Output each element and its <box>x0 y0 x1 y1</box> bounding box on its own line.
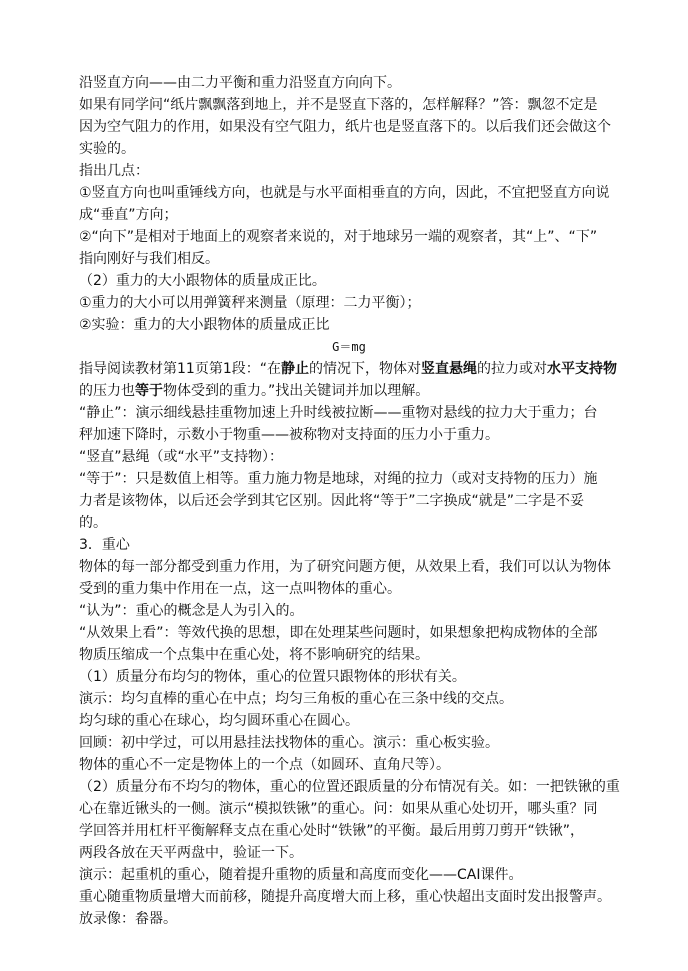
text-line: 物体的每一部分都受到重力作用，为了研究问题方便，从效果上看，我们可以认为物体 <box>79 559 611 575</box>
text-line: 受到的重力集中作用在一点，这一点叫物体的重心。 <box>79 581 401 597</box>
text-line: 学回答并用杠杆平衡解释支点在重心处时“铁锹”的平衡。最后用剪刀剪开“铁锹”， <box>79 823 585 839</box>
document-body <box>79 72 619 930</box>
guide-line <box>79 358 619 380</box>
text-line: “等于”：只是数值上相等。重力施力物是地球，对绳的拉力（或对支持物的压力）施 <box>79 471 598 487</box>
text-line: 放录像：畚器。 <box>79 911 177 927</box>
text-line: 实验的。 <box>79 141 135 157</box>
guide-text: 的拉力或对 <box>476 361 547 377</box>
section-heading: 3．重心 <box>79 537 130 553</box>
guide-text: 的压力也 <box>79 383 135 399</box>
text-line: 指向刚好与我们相反。 <box>79 251 219 267</box>
text-line: 如果有同学问“纸片飘飘落到地上，并不是竖直下落的，怎样解释？”答：飘忽不定是 <box>79 97 598 113</box>
text-line: ②实验：重力的大小跟物体的质量成正比 <box>79 317 330 333</box>
text-line: “从效果上看”：等效代换的思想，即在处理某些问题时，如果想象把构成物体的全部 <box>79 625 598 641</box>
keyword-horizontal-support: 水平支持物 <box>546 361 617 377</box>
guide-text: 指导阅读教材第11页第1段：“在 <box>79 361 281 377</box>
text-line: 演示：起重机的重心，随着提升重物的质量和高度而变化——CAI课件。 <box>79 867 523 883</box>
text-line: 指出几点： <box>79 163 149 179</box>
keyword-equal: 等于 <box>135 383 163 399</box>
text-line: 物质压缩成一个点集中在重心处，将不影响研究的结果。 <box>79 647 429 663</box>
text-line: ②“向下”是相对于地面上的观察者来说的，对于地球另一端的观察者，其“上”、“下” <box>79 229 598 245</box>
text-line: （2）重力的大小跟物体的质量成正比。 <box>79 273 326 289</box>
text-line: 成“垂直”方向； <box>79 207 178 223</box>
text-line: 物体的重心不一定是物体上的一个点（如圆环、直角尺等）。 <box>79 757 450 773</box>
text-line: （1）质量分布均匀的物体，重心的位置只跟物体的形状有关。 <box>79 669 466 685</box>
text-line: 沿竖直方向——由二力平衡和重力沿竖直方向向下。 <box>79 75 401 91</box>
text-line: 演示：均匀直棒的重心在中点；均匀三角板的重心在三条中线的交点。 <box>79 691 513 707</box>
keyword-vertical-rope: 竖直悬绳 <box>420 361 477 377</box>
text-line: 因为空气阻力的作用，如果没有空气阻力，纸片也是竖直落下的。以后我们还会做这个 <box>79 119 611 135</box>
text-line: 重心随重物质量增大而前移，随提升高度增大而上移，重心快超出支面时发出报警声。 <box>79 889 611 905</box>
text-line: “静止”：演示细线悬挂重物加速上升时线被拉断——重物对悬线的拉力大于重力；台 <box>79 405 598 421</box>
text-line: 力者是该物体，以后还会学到其它区别。因此将“等于”二字换成“就是”二字是不妥 <box>79 493 585 509</box>
text-line: 回顾：初中学过，可以用悬挂法找物体的重心。演示：重心板实验。 <box>79 735 499 751</box>
text-line: 的。 <box>79 515 107 531</box>
text-line: “认为”：重心的概念是人为引入的。 <box>79 603 304 619</box>
formula: G＝mg <box>332 340 366 354</box>
text-line: （2）质量分布不均匀的物体，重心的位置还跟质量的分布情况有关。如：一把铁锹的重 <box>79 779 620 795</box>
text-line: ①重力的大小可以用弹簧秤来测量（原理：二力平衡）； <box>79 295 421 311</box>
guide-line <box>79 380 619 402</box>
text-line: “竖直”悬绳（或“水平”支持物）： <box>79 449 284 465</box>
guide-text: 的情况下，物体对 <box>308 361 421 377</box>
text-line: ①竖直方向也叫重锤线方向，也就是与水平面相垂直的方向，因此，不宜把竖直方向说 <box>79 185 610 201</box>
keyword-static: 静止 <box>280 361 309 377</box>
guide-text: 物体受到的重力。”找出关键词并加以理解。 <box>163 383 430 399</box>
text-line: 两段各放在天平两盘中，验证一下。 <box>79 845 303 861</box>
text-line: 心在靠近锹头的一侧。演示“模拟铁锹”的重心。问：如果从重心处切开，哪头重？同 <box>79 801 598 817</box>
text-line: 秤加速下降时，示数小于物重——被称物对支持面的压力小于重力。 <box>79 427 499 443</box>
text-line: 均匀球的重心在球心，均匀圆环重心在圆心。 <box>79 713 359 729</box>
